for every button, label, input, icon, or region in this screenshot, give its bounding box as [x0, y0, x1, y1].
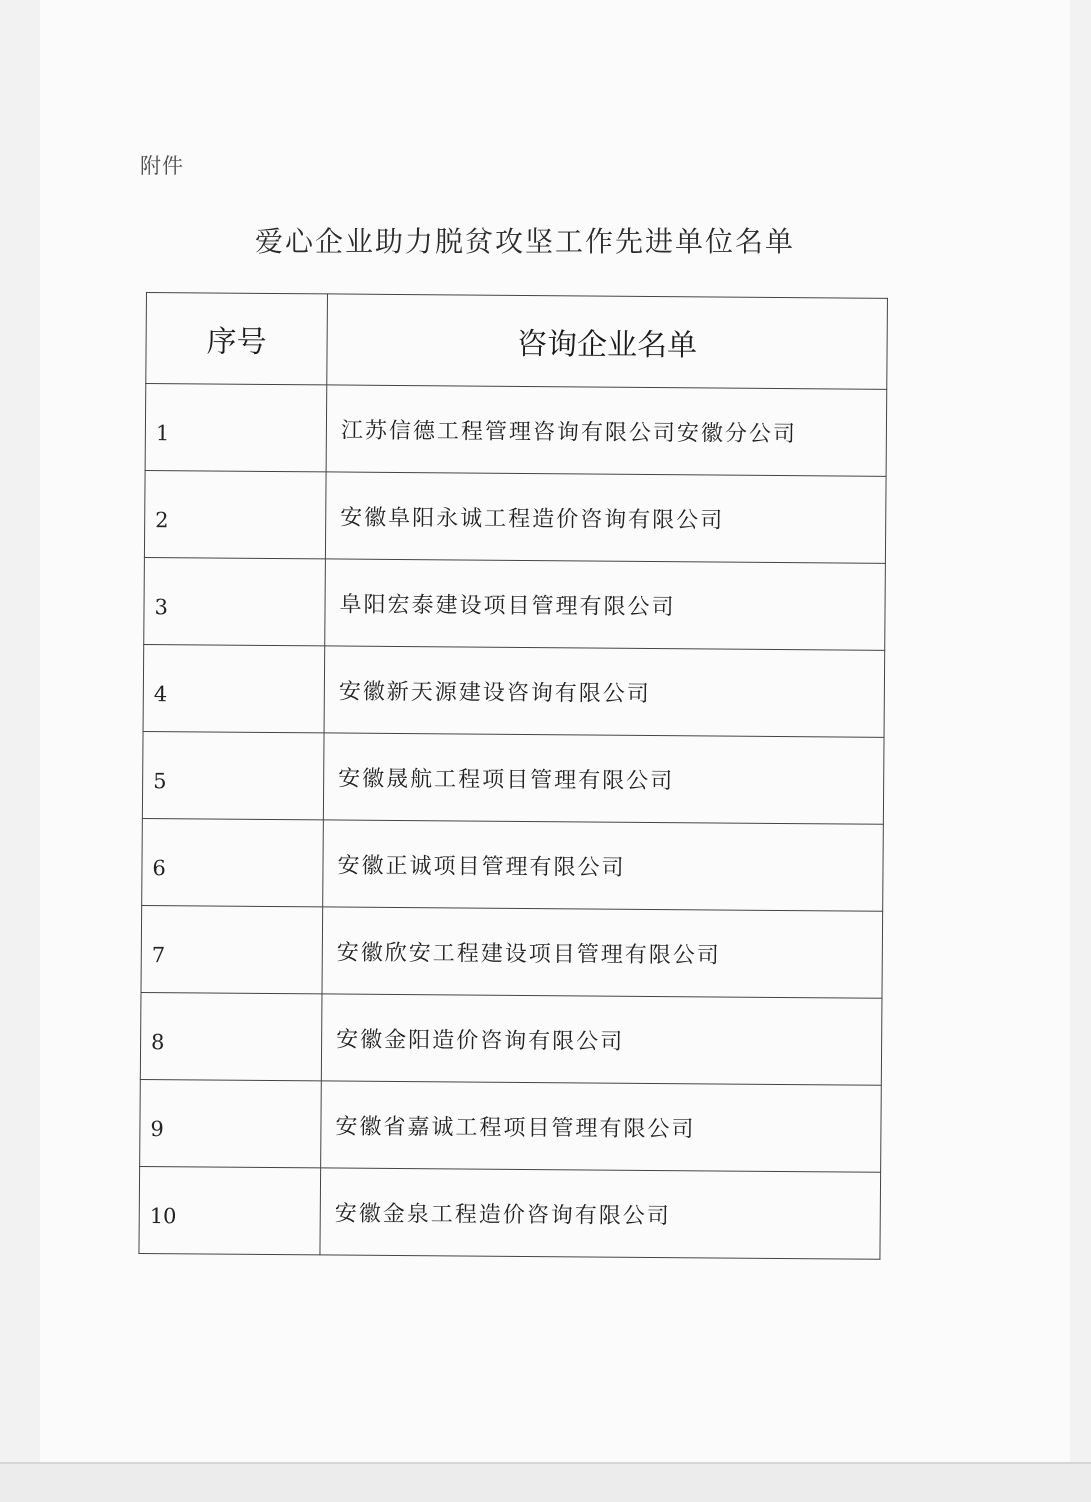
header-index: 序号 — [146, 293, 328, 385]
document-title: 爱心企业助力脱贫攻坚工作先进单位名单 — [255, 225, 796, 258]
row-index: 9 — [140, 1079, 322, 1167]
row-company-name: 安徽正诚项目管理有限公司 — [323, 820, 884, 911]
row-index: 10 — [139, 1166, 321, 1254]
table-row — [143, 644, 885, 737]
table-row — [142, 731, 884, 824]
row-index: 7 — [141, 905, 323, 993]
table-row — [139, 1166, 881, 1259]
row-company-name: 安徽新天源建设咨询有限公司 — [324, 646, 885, 737]
row-company-name: 安徽晟航工程项目管理有限公司 — [323, 733, 884, 824]
scan-bottom-edge — [0, 1462, 1091, 1502]
table-row — [140, 1079, 882, 1172]
table-row — [144, 470, 886, 563]
row-index: 2 — [144, 470, 326, 558]
row-index: 5 — [142, 731, 324, 819]
row-company-name: 安徽金阳造价咨询有限公司 — [321, 994, 882, 1085]
table-row — [144, 557, 886, 650]
company-list-table-container — [138, 292, 888, 1260]
row-company-name: 安徽欣安工程建设项目管理有限公司 — [322, 907, 883, 998]
company-list-table — [138, 292, 888, 1260]
row-company-name: 江苏信德工程管理咨询有限公司安徽分公司 — [326, 385, 887, 476]
row-company-name: 阜阳宏泰建设项目管理有限公司 — [325, 559, 886, 650]
row-index: 8 — [140, 992, 322, 1080]
table-row — [140, 992, 882, 1085]
row-index: 3 — [144, 557, 326, 645]
table-row — [142, 818, 884, 911]
header-company-name: 咨询企业名单 — [327, 294, 888, 389]
row-index: 6 — [142, 818, 324, 906]
table-header-row — [146, 293, 888, 390]
table-row — [141, 905, 883, 998]
row-index: 1 — [145, 384, 327, 472]
row-index: 4 — [143, 644, 325, 732]
row-company-name: 安徽金泉工程造价咨询有限公司 — [320, 1168, 881, 1259]
row-company-name: 安徽阜阳永诚工程造价咨询有限公司 — [325, 472, 886, 563]
attachment-label: 附件 — [140, 154, 184, 178]
row-company-name: 安徽省嘉诚工程项目管理有限公司 — [321, 1081, 882, 1172]
table-row — [145, 384, 887, 477]
